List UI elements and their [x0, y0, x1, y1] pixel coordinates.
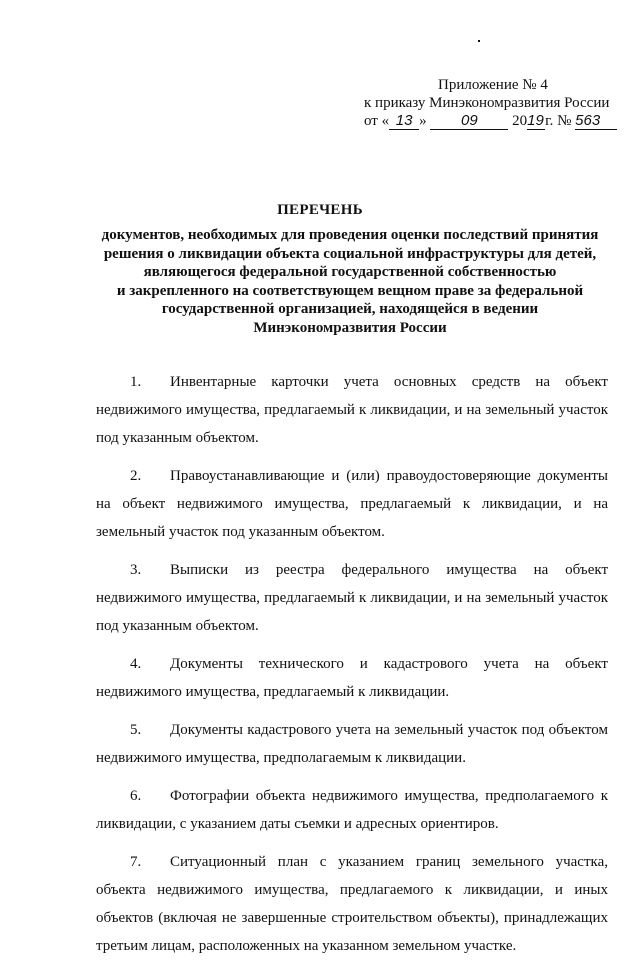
item-number: 3.	[130, 562, 142, 578]
appendix-label: Приложение № 4	[438, 77, 548, 93]
subtitle-line: являющегося федеральной государственной собственностью	[143, 264, 557, 281]
item-text: Ситуационный план с указанием границ земельного участка, объекта недвижимого имущества, предлагаемого к ликвидации, и иных объектов (включая не завершенные строительством объекты), принадлежащих третьим лицам, расположенных на указанном земельном участке.	[96, 854, 608, 954]
year-prefix: 20	[512, 113, 528, 129]
documents-list	[96, 368, 608, 970]
order-reference	[364, 76, 617, 130]
order-month: 09	[430, 113, 508, 130]
item-number: 5.	[130, 722, 142, 738]
list-item	[96, 368, 608, 452]
list-item	[96, 782, 608, 838]
document-title: ПЕРЕЧЕНЬ	[277, 202, 363, 218]
list-item	[96, 716, 608, 772]
list-item	[96, 848, 608, 960]
item-text: Документы технического и кадастрового учета на объект недвижимого имущества, предлагаемый к ликвидации.	[96, 656, 608, 700]
order-number: 563	[575, 113, 617, 130]
item-number: 7.	[130, 854, 142, 870]
close-quote: »	[419, 113, 427, 129]
item-text: Фотографии объекта недвижимого имущества, предполагаемого к ликвидации, с указанием даты съемки и адресных ориентиров.	[96, 788, 608, 832]
subtitle-line: государственной организацией, находящейся в ведении	[161, 301, 539, 318]
order-day: 13	[389, 113, 419, 130]
item-text: Документы кадастрового учета на земельный участок под объектом недвижимого имущества, предполагаемым к ликвидации.	[96, 722, 608, 766]
item-number: 2.	[130, 468, 142, 484]
item-number: 4.	[130, 656, 142, 672]
year-end: г.	[545, 113, 554, 129]
list-item	[96, 462, 608, 546]
list-item	[96, 556, 608, 640]
order-year: 19	[527, 112, 544, 129]
item-text: Инвентарные карточки учета основных средств на объект недвижимого имущества, предлагаемый к ликвидации, и на земельный участок под указанным объектом.	[96, 374, 608, 446]
number-label: №	[557, 113, 572, 129]
open-quote: «	[381, 113, 390, 129]
subtitle-line: Минэкономразвития России	[253, 319, 447, 336]
list-item	[96, 650, 608, 706]
subtitle-line: решения о ликвидации объекта социальной инфраструктуры для детей,	[103, 245, 597, 262]
scan-dot	[478, 40, 480, 42]
order-date-number	[364, 112, 617, 130]
from-label: от	[364, 113, 378, 129]
subtitle-line: документов, необходимых для проведения оценки последствий принятия	[101, 227, 599, 243]
item-text: Правоустанавливающие и (или) правоудостоверяющие документы на объект недвижимого имущества, предлагаемый к ликвидации, и на земельный участок под указанным объектом.	[96, 468, 608, 540]
item-number: 1.	[130, 374, 142, 390]
order-label: к приказу Минэкономразвития России	[364, 95, 610, 111]
item-text: Выписки из реестра федерального имущества на объект недвижимого имущества, предлагаемый к ликвидации, и на земельный участок под указанным объектом.	[96, 562, 608, 634]
subtitle-line: и закрепленного на соответствующем вещном праве за федеральной	[116, 282, 584, 299]
document-subtitle	[80, 226, 620, 338]
item-number: 6.	[130, 788, 142, 804]
